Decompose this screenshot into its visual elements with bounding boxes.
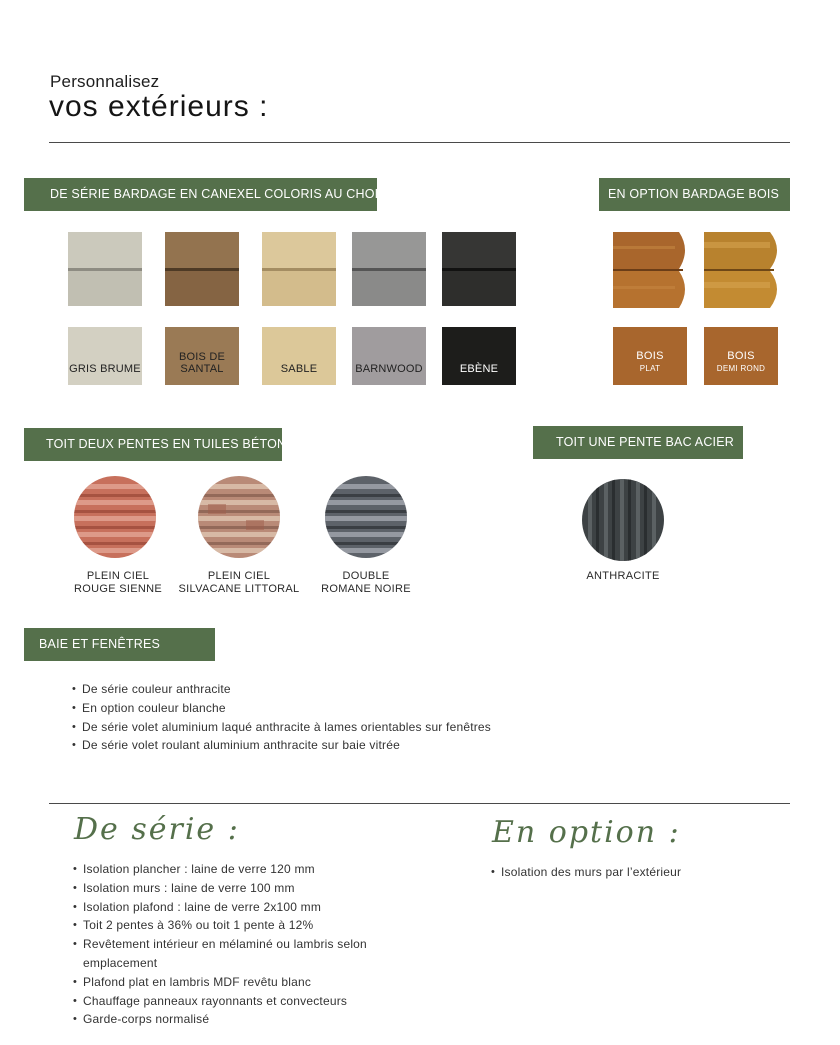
panel-texture-gris-brume — [68, 232, 142, 306]
en-option-title: En option : — [492, 815, 681, 850]
band-bardage-bois: EN OPTION BARDAGE BOIS — [599, 178, 790, 211]
band-toit-deux-pentes: TOIT DEUX PENTES EN TUILES BÉTON — [24, 428, 282, 461]
caption-silvacane-littoral — [174, 570, 304, 596]
tile-romane-noire — [325, 476, 407, 558]
list-item: • Garde-corps normalisé — [73, 1010, 403, 1029]
chip-bois-plat — [613, 327, 687, 385]
baie-list — [72, 680, 632, 755]
list-item: • De série couleur anthracite — [72, 680, 632, 699]
chip-bois-de-santal — [165, 327, 239, 385]
tile-silvacane-littoral — [198, 476, 280, 558]
log-texture-bois-plat — [613, 232, 693, 308]
de-serie-title: De série : — [74, 812, 240, 847]
chip-ebene — [442, 327, 516, 385]
swatch-barnwood — [352, 232, 426, 306]
chip-label: BOIS — [636, 350, 664, 362]
caption-line1: DOUBLE — [342, 570, 390, 582]
chip-gris-brume — [68, 327, 142, 385]
swatch-bois-plat — [613, 232, 693, 313]
page-title: vos extérieurs : — [49, 90, 269, 123]
tile-texture-rouge-sienne — [74, 476, 156, 558]
swatch-ebene — [442, 232, 516, 306]
chip-label: GRIS BRUME — [69, 363, 141, 375]
chip-label: BOIS — [727, 350, 755, 362]
chip-bois-demi-rond — [704, 327, 778, 385]
divider-top — [49, 142, 790, 143]
log-texture-bois-demi-rond — [704, 232, 784, 308]
list-item: • Revêtement intérieur en mélaminé ou lambris selon emplacement — [73, 935, 373, 973]
list-item: • De série volet aluminium laqué anthracite à lames orientables sur fenêtres — [72, 718, 632, 737]
chip-label-line2: SANTAL — [180, 363, 224, 375]
panel-texture-bois-de-santal — [165, 232, 239, 306]
caption-line2: SILVACANE LITTORAL — [178, 583, 300, 595]
list-item: • De série volet roulant aluminium anthracite sur baie vitrée — [72, 736, 632, 755]
tile-rouge-sienne — [74, 476, 156, 558]
divider-bottom — [49, 803, 790, 804]
panel-texture-barnwood — [352, 232, 426, 306]
swatch-bois-de-santal — [165, 232, 239, 306]
list-item: • Isolation des murs par l’extérieur — [491, 863, 791, 882]
band-bardage-serie: DE SÉRIE BARDAGE EN CANEXEL COLORIS AU CHOIX — [24, 178, 377, 211]
caption-line1: PLEIN CIEL — [207, 570, 271, 582]
band-toit-une-pente: TOIT UNE PENTE BAC ACIER — [533, 426, 743, 459]
chip-sublabel: PLAT — [639, 364, 661, 373]
chip-label: BARNWOOD — [355, 363, 423, 375]
swatch-gris-brume — [68, 232, 142, 306]
list-item: • Toit 2 pentes à 36% ou toit 1 pente à 12% — [73, 916, 403, 935]
list-item: • Isolation plafond : laine de verre 2x100 mm — [73, 898, 403, 917]
caption-line2: ROUGE SIENNE — [74, 583, 162, 595]
list-item: • Isolation murs : laine de verre 100 mm — [73, 879, 403, 898]
page-subtitle: Personnalisez — [50, 72, 160, 91]
list-item: • En option couleur blanche — [72, 699, 632, 718]
band-baie-fenetres: BAIE ET FENÊTRES — [24, 628, 215, 661]
chip-label: EBÈNE — [459, 363, 499, 375]
panel-texture-ebene — [442, 232, 516, 306]
caption-line1: PLEIN CIEL — [86, 570, 150, 582]
caption-line1: ANTHRACITE — [586, 570, 660, 582]
caption-rouge-sienne — [58, 570, 178, 596]
roof-anthracite — [582, 479, 664, 561]
tile-texture-silvacane-littoral — [198, 476, 280, 558]
list-item: • Plafond plat en lambris MDF revêtu blanc — [73, 973, 403, 992]
list-item: • Isolation plancher : laine de verre 120 mm — [73, 860, 403, 879]
roof-texture-anthracite — [582, 479, 664, 561]
tile-texture-romane-noire — [325, 476, 407, 558]
chip-sublabel: DEMI ROND — [716, 364, 766, 373]
swatch-bois-demi-rond — [704, 232, 784, 313]
caption-line2: ROMANE NOIRE — [321, 583, 411, 595]
caption-romane-noire — [306, 570, 426, 596]
chip-barnwood — [352, 327, 426, 385]
de-serie-list — [73, 860, 403, 1029]
swatch-sable — [262, 232, 336, 306]
chip-label: BOIS DE — [178, 351, 226, 363]
caption-anthracite — [568, 570, 678, 583]
chip-label: SABLE — [280, 363, 318, 375]
panel-texture-sable — [262, 232, 336, 306]
chip-sable — [262, 327, 336, 385]
en-option-list — [491, 863, 791, 882]
list-item: • Chauffage panneaux rayonnants et convecteurs — [73, 992, 403, 1011]
